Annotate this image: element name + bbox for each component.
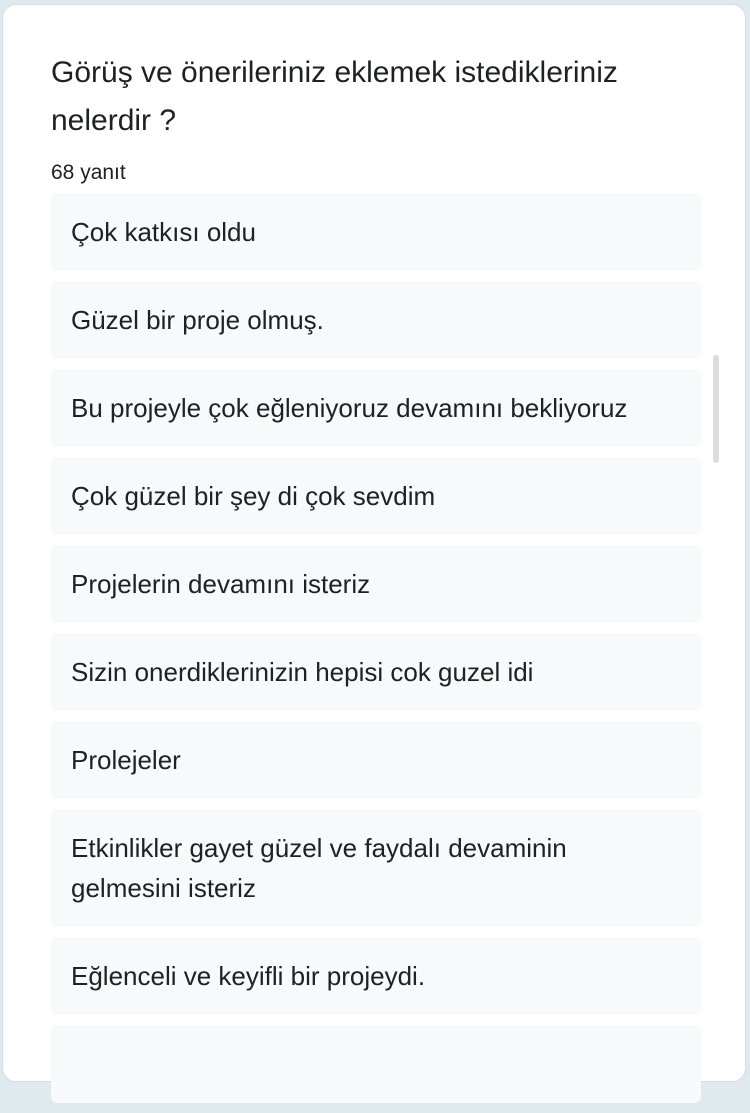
response-item: Sizin onerdiklerinizin hepisi cok guzel idi — [51, 633, 701, 711]
response-item: Çok güzel bir şey di çok sevdim — [51, 457, 701, 535]
response-item: Projelerin devamını isteriz — [51, 545, 701, 623]
response-card — [2, 4, 746, 1082]
response-item: Çok katkısı oldu — [51, 193, 701, 271]
response-item: Güzel bir proje olmuş. — [51, 281, 701, 359]
response-item: Eğlenceli ve keyifli bir projeydi. — [51, 937, 701, 1015]
response-count: 68 yanıt — [51, 161, 126, 184]
scrollbar-thumb[interactable] — [713, 355, 719, 463]
responses-scroll-area[interactable] — [51, 217, 701, 1039]
response-item: Prolejeler — [51, 721, 701, 799]
response-item — [51, 1025, 701, 1103]
response-item: Etkinlikler gayet güzel ve faydalı devaminin gelmesini isteriz — [51, 809, 701, 927]
response-item: Bu projeyle çok eğleniyoruz devamını bekliyoruz — [51, 369, 701, 447]
responses-list — [51, 193, 701, 1113]
question-title: Görüş ve önerileriniz eklemek istedikleriniz nelerdir ? — [51, 56, 618, 137]
